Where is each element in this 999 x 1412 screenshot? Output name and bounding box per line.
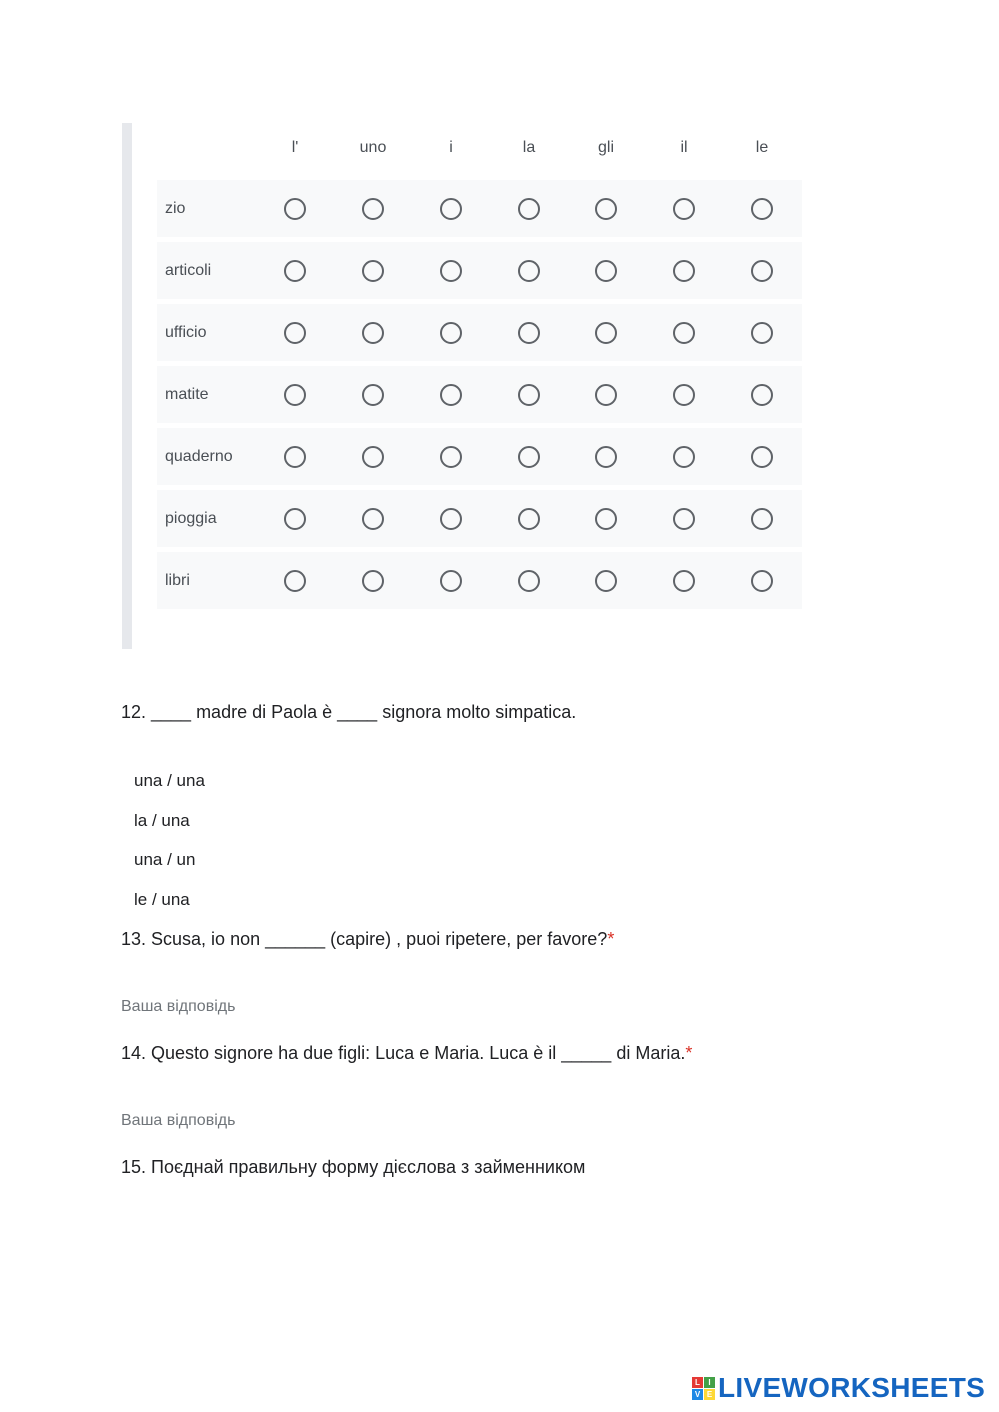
- question-14: [121, 1043, 692, 1064]
- grid-column-header: le: [755, 139, 769, 156]
- grid-row: [157, 304, 802, 361]
- grid-radio-button[interactable]: [362, 508, 384, 530]
- question-14-text: 14. Questo signore ha due figli: Luca e Maria. Luca è il _____ di Maria.: [121, 1043, 686, 1063]
- grid-radio-button[interactable]: [440, 508, 462, 530]
- logo-icon: [692, 1377, 715, 1400]
- grid-radio-button[interactable]: [362, 260, 384, 282]
- grid-radio-button[interactable]: [518, 384, 540, 406]
- grid-row: [157, 552, 802, 609]
- grid-row: [157, 490, 802, 547]
- grid-row-label: articoli: [165, 262, 212, 279]
- q12-option-3[interactable]: una / un: [134, 850, 196, 869]
- grid-row: [157, 428, 802, 485]
- grid-radio-button[interactable]: [284, 446, 306, 468]
- grid-row-label: matite: [165, 386, 209, 403]
- grid-radio-button[interactable]: [751, 384, 773, 406]
- grid-radio-button[interactable]: [751, 260, 773, 282]
- grid-radio-button[interactable]: [673, 260, 695, 282]
- grid-radio-button[interactable]: [751, 322, 773, 344]
- grid-radio-button[interactable]: [284, 322, 306, 344]
- required-mark: *: [685, 1043, 693, 1063]
- logo-icon-letter: E: [704, 1389, 715, 1400]
- q12-option-1[interactable]: una / una: [134, 771, 205, 790]
- grid-radio-button[interactable]: [595, 322, 617, 344]
- grid-radio-button[interactable]: [440, 570, 462, 592]
- choice-grid: [122, 123, 812, 649]
- grid-radio-button[interactable]: [362, 446, 384, 468]
- grid-radio-button[interactable]: [751, 508, 773, 530]
- logo-icon-letter: V: [692, 1389, 703, 1400]
- q12-option-4[interactable]: le / una: [134, 890, 190, 909]
- liveworksheets-logo: [692, 1373, 985, 1403]
- grid-radio-button[interactable]: [440, 198, 462, 220]
- grid-radio-button[interactable]: [440, 384, 462, 406]
- grid-radio-button[interactable]: [595, 198, 617, 220]
- grid-radio-button[interactable]: [518, 508, 540, 530]
- q13-answer-input[interactable]: [121, 998, 421, 1016]
- q14-answer-input[interactable]: [121, 1112, 421, 1130]
- grid-row-label: pioggia: [165, 510, 217, 527]
- grid-radio-button[interactable]: [673, 322, 695, 344]
- grid-radio-button[interactable]: [595, 260, 617, 282]
- grid-column-header: gli: [597, 139, 614, 156]
- grid-radio-button[interactable]: [673, 446, 695, 468]
- grid-radio-button[interactable]: [362, 570, 384, 592]
- grid-radio-button[interactable]: [284, 508, 306, 530]
- grid-radio-button[interactable]: [284, 570, 306, 592]
- question-13-text: 13. Scusa, io non ______ (capire) , puoi ripetere, per favore?: [121, 929, 608, 949]
- grid-radio-button[interactable]: [751, 446, 773, 468]
- grid-radio-button[interactable]: [595, 384, 617, 406]
- grid-radio-button[interactable]: [518, 570, 540, 592]
- grid-radio-button[interactable]: [595, 446, 617, 468]
- grid-row-label: quaderno: [165, 448, 233, 465]
- grid-column-header: il: [680, 139, 688, 156]
- grid-row-label: ufficio: [165, 324, 207, 341]
- grid-row: [157, 366, 802, 423]
- grid-radio-button[interactable]: [751, 198, 773, 220]
- grid-radio-button[interactable]: [362, 198, 384, 220]
- grid-column-header: la: [522, 139, 536, 156]
- grid-header: [157, 139, 802, 167]
- grid-radio-button[interactable]: [518, 260, 540, 282]
- q12-option-2[interactable]: la / una: [134, 811, 190, 830]
- grid-radio-button[interactable]: [284, 198, 306, 220]
- grid-column-header: uno: [359, 139, 387, 156]
- required-mark: *: [607, 929, 615, 949]
- logo-icon-letter: I: [704, 1377, 715, 1388]
- grid-left-bar: [122, 123, 132, 649]
- grid-radio-button[interactable]: [440, 260, 462, 282]
- grid-radio-button[interactable]: [284, 384, 306, 406]
- grid-column-header: i: [449, 139, 453, 156]
- grid-row: [157, 242, 802, 299]
- grid-row-label: zio: [165, 200, 186, 217]
- logo-icon-letter: L: [692, 1377, 703, 1388]
- grid-radio-button[interactable]: [673, 508, 695, 530]
- grid-radio-button[interactable]: [595, 570, 617, 592]
- grid-radio-button[interactable]: [440, 322, 462, 344]
- grid-row: [157, 180, 802, 237]
- grid-radio-button[interactable]: [673, 198, 695, 220]
- grid-radio-button[interactable]: [518, 322, 540, 344]
- grid-radio-button[interactable]: [440, 446, 462, 468]
- grid-radio-button[interactable]: [518, 198, 540, 220]
- question-13: [121, 929, 614, 950]
- grid-radio-button[interactable]: [362, 322, 384, 344]
- grid-radio-button[interactable]: [595, 508, 617, 530]
- grid-column-header: l': [291, 139, 299, 156]
- grid-radio-button[interactable]: [518, 446, 540, 468]
- logo-text: LIVEWORKSHEETS: [718, 1372, 986, 1403]
- grid-radio-button[interactable]: [673, 384, 695, 406]
- grid-radio-button[interactable]: [362, 384, 384, 406]
- grid-radio-button[interactable]: [284, 260, 306, 282]
- grid-radio-button[interactable]: [673, 570, 695, 592]
- question-15: 15. Поєднай правильну форму дієслова з займенником: [121, 1157, 586, 1177]
- grid-radio-button[interactable]: [751, 570, 773, 592]
- question-12: 12. ____ madre di Paola è ____ signora molto simpatica.: [121, 702, 577, 722]
- grid-row-label: libri: [165, 572, 190, 589]
